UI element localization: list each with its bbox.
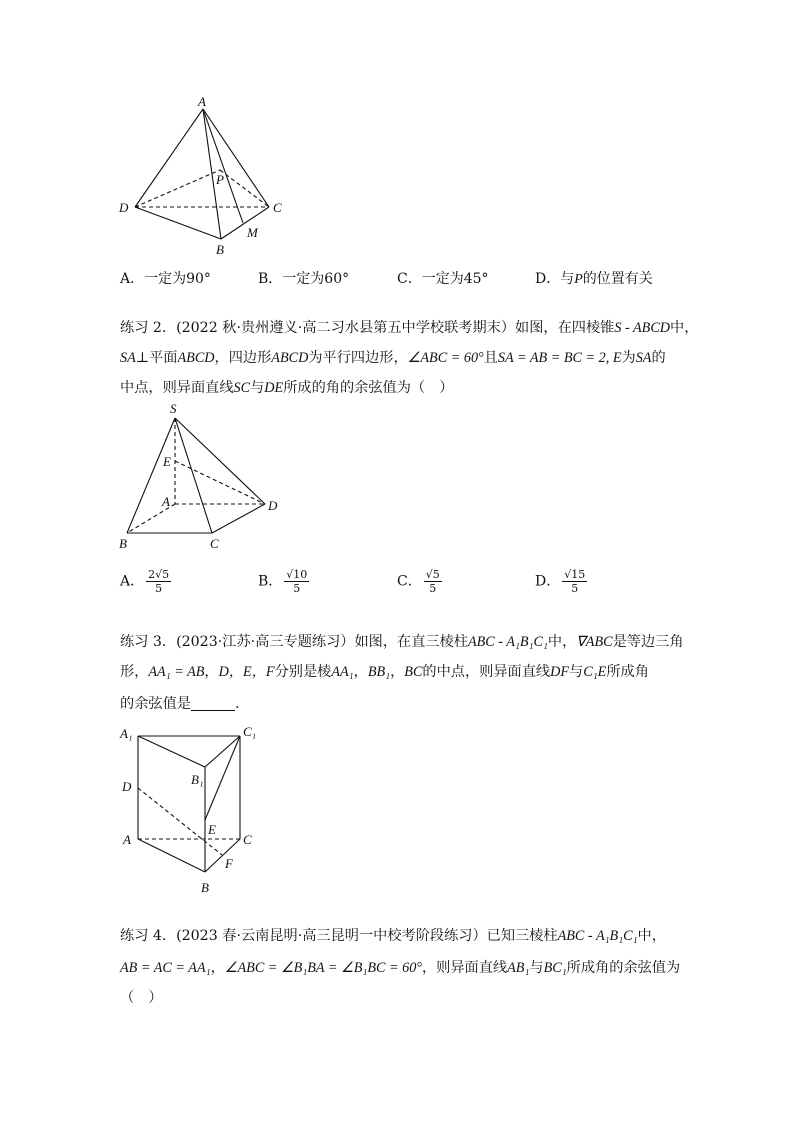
- tetrahedron-figure: [112, 92, 302, 260]
- label-C: C: [273, 200, 282, 215]
- label-B: B: [119, 536, 127, 551]
- label-S: S: [170, 401, 177, 416]
- label-C: C: [243, 832, 252, 847]
- q2-line-3: 中点，则异面直线SC与DE所成的角的余弦值为（ ）: [120, 380, 454, 396]
- q3-line-2: 形，AA₁ = AB，D，E，F分别是棱AA₁，BB₁，BC的中点，则异面直线DF与C₁E所成角: [120, 664, 649, 680]
- answer-blank[interactable]: [191, 696, 235, 711]
- edge-SB: [127, 418, 175, 533]
- q3-line-3: 的余弦值是 .: [120, 696, 240, 712]
- fraction: $\frac{√15}{5}$: [564, 568, 586, 595]
- q1-option-d-suffix: 的位置有关: [582, 271, 653, 287]
- fraction: $\frac{√5}{5}$: [425, 568, 440, 595]
- label-B: B: [216, 242, 224, 257]
- fraction: $\frac{2√5}{5}$: [148, 568, 170, 595]
- label-D: D: [119, 200, 129, 215]
- q4-line-3: （ ）: [120, 990, 163, 1006]
- q1-option-d-prefix: D．与: [535, 271, 575, 287]
- label-D: D: [122, 779, 132, 794]
- pyramid-figure: [112, 400, 292, 554]
- label-B1: B₁: [191, 772, 204, 787]
- label-P: P: [216, 172, 224, 187]
- label-A: A: [162, 494, 170, 509]
- q2-line-1: 练习 2．(2022 秋·贵州遵义·高二习水县第五中学校联考期末）如图，在四棱锥S - ABCD中，: [120, 320, 699, 336]
- q1-option-d-var: P: [574, 272, 583, 287]
- label-B: B: [201, 880, 209, 895]
- edge-AM: [203, 109, 243, 223]
- edge-A1B1: [138, 736, 205, 767]
- edge-ED: [175, 461, 265, 504]
- q2-line-2: SA⊥平面ABCD，四边形ABCD为平行四边形，∠ABC = 60°且SA = AB = BC = 2, E为SA的: [120, 350, 666, 366]
- label-E: E: [163, 454, 171, 469]
- q2-option-a: A． $\frac{2√5}{5}$: [120, 568, 170, 595]
- fraction: $\frac{√10}{5}$: [286, 568, 308, 595]
- q4-line-1: 练习 4．(2023 春·云南昆明·高三昆明一中校考阶段练习）已知三棱柱ABC - A₁B₁C₁中，: [120, 928, 666, 944]
- label-A: A: [198, 94, 206, 109]
- q4-line-2: AB = AC = AA₁，∠ABC = ∠B₁BA = ∠B₁BC = 60°，则异面直线AB₁与BC₁所成角的余弦值为: [120, 960, 681, 976]
- label-C1: C₁: [243, 724, 257, 739]
- edge-C1E: [205, 736, 240, 820]
- edge-CD: [212, 504, 265, 533]
- q2-option-b: B． $\frac{√10}{5}$: [258, 568, 308, 595]
- label-M: M: [247, 225, 258, 240]
- label-F: F: [225, 856, 233, 871]
- q1-option-d: [535, 268, 653, 288]
- q1-option-a: A．一定为90°: [120, 271, 211, 287]
- q1-option-b: B．一定为60°: [258, 271, 350, 287]
- q1-option-c: C．一定为45°: [397, 271, 489, 287]
- label-D: D: [268, 498, 278, 513]
- label-A: A: [123, 832, 131, 847]
- edge-PC: [220, 170, 269, 207]
- q3-line-1: 练习 3．(2023·江苏·高三专题练习）如图，在直三棱柱ABC - A₁B₁C₁中，∇ABC是等边三角: [120, 634, 684, 650]
- prism-figure: [112, 722, 272, 898]
- edge-BC: [205, 839, 240, 872]
- edge-AB: [138, 839, 205, 872]
- q2-option-d: D． $\frac{√15}{5}$: [535, 568, 586, 595]
- label-A1: A₁: [120, 726, 133, 741]
- edge-BC: [221, 207, 269, 239]
- edge-B1C1: [205, 736, 240, 767]
- label-E: E: [208, 822, 216, 837]
- q2-option-c: C． $\frac{√5}{5}$: [397, 568, 440, 595]
- edge-AC: [203, 109, 269, 207]
- label-C: C: [210, 536, 219, 551]
- edge-DB: [135, 207, 221, 239]
